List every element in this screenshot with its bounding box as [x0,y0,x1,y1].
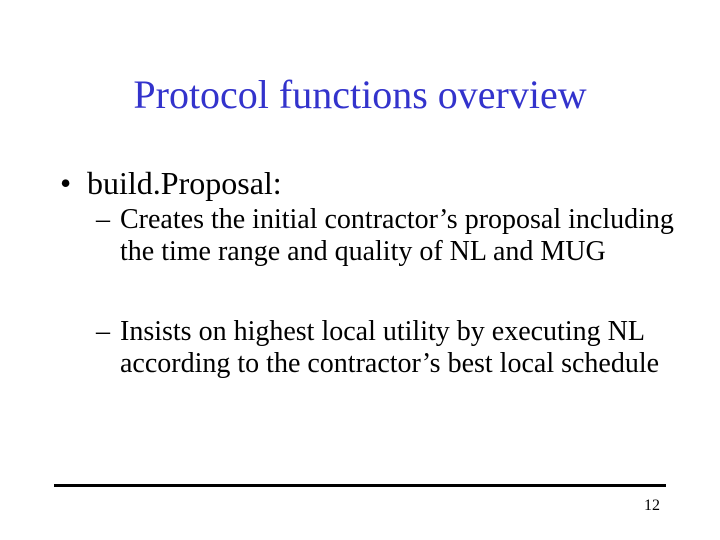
page-number: 12 [644,497,660,514]
bullet-marker: • [60,165,72,201]
footer-divider [54,484,666,487]
sub-bullet-marker: – [96,204,110,235]
sub-bullet-text: Creates the initial contractor’s proposal including the time range and quality of NL and MUG [120,204,674,267]
slide-title: Protocol functions overview [133,72,587,117]
sub-bullet-insists-utility [96,316,696,380]
sub-bullet-creates-proposal [96,204,696,268]
sub-bullet-marker: – [96,316,110,347]
bullet-text: build.Proposal: [87,165,282,201]
sub-bullet-text: Insists on highest local utility by executing NL according to the contractor’s best local schedule [120,316,660,379]
